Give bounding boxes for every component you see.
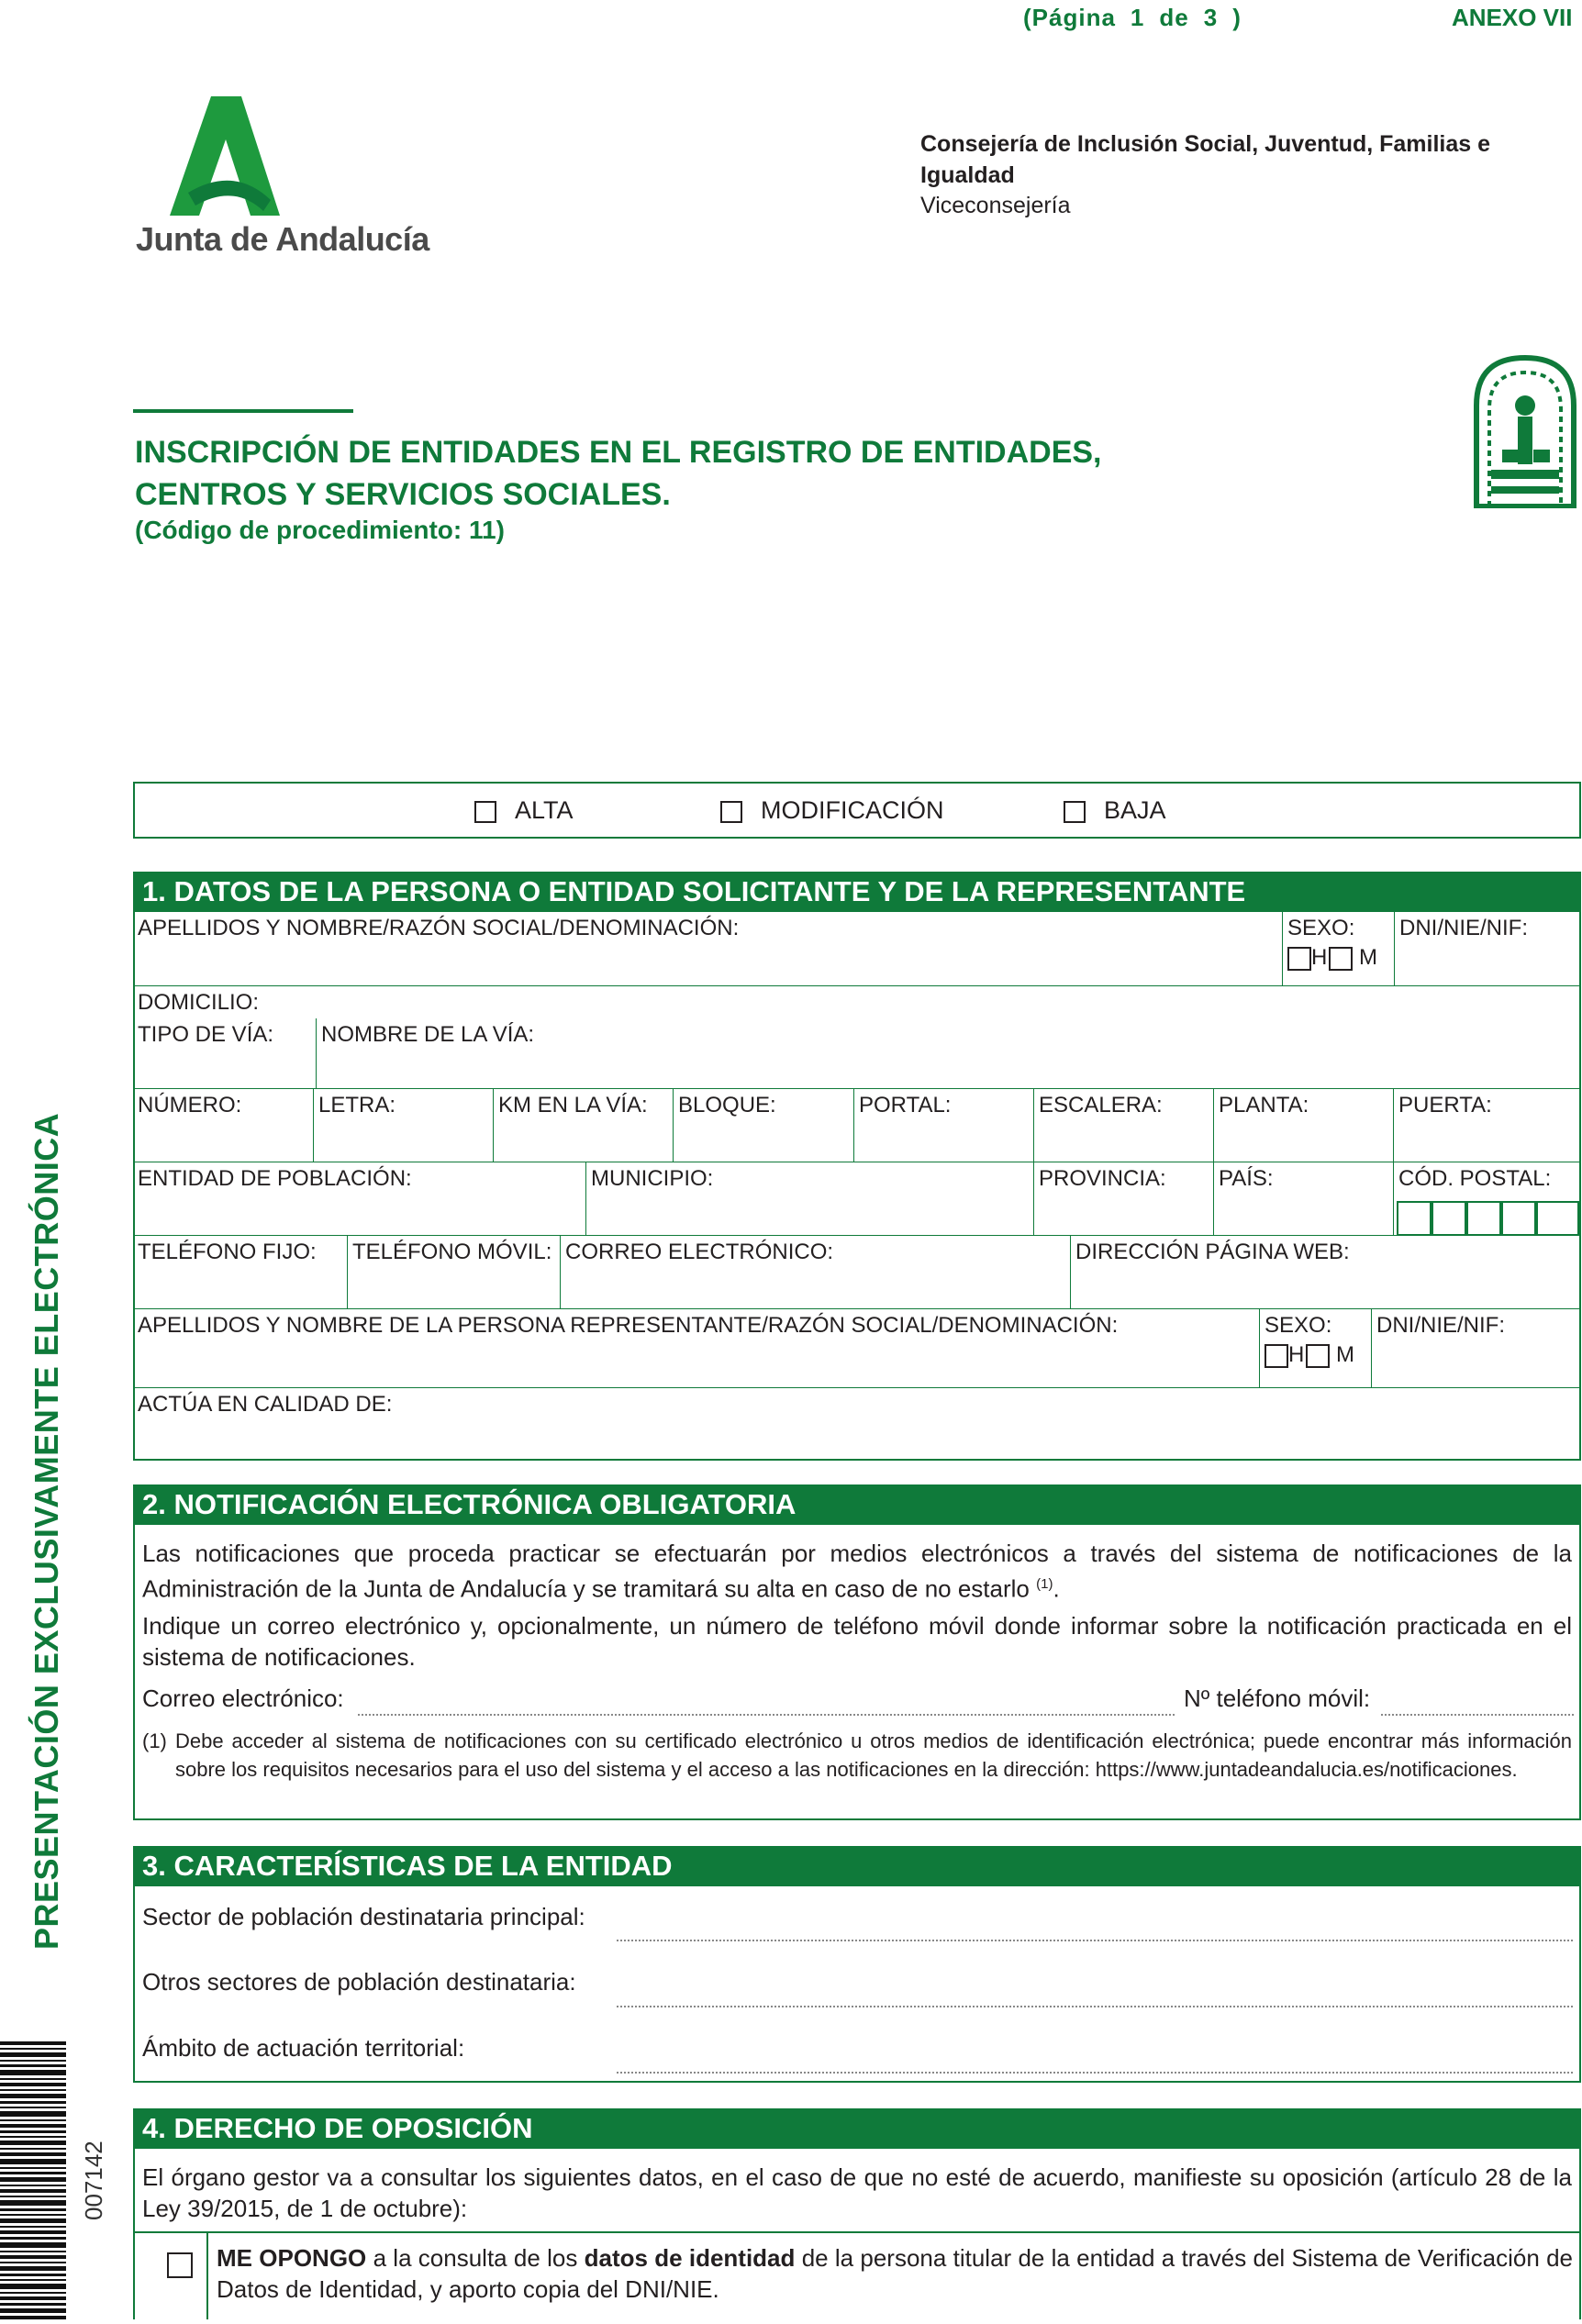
title-line-1: INSCRIPCIÓN DE ENTIDADES EN EL REGISTRO DE ENTIDADES, bbox=[135, 435, 1102, 470]
field-label: NOMBRE DE LA VÍA: bbox=[321, 1022, 535, 1047]
field-label: LETRA: bbox=[318, 1093, 396, 1118]
sexo-h-label: H bbox=[1288, 1342, 1305, 1367]
field-label: NÚMERO: bbox=[138, 1093, 242, 1118]
notification-paragraph-2: Indique un correo electrónico y, opcionalmente, un número de teléfono móvil donde informar sobre la notificación practicada en el sistema de notificaciones. bbox=[142, 1612, 1572, 1671]
web-field[interactable] bbox=[1070, 1235, 1581, 1308]
oppose-text-2: de la persona titular de la entidad a través del Sistema de Verificación de Datos de Identidad, y aporto copia del DNI/NIE. bbox=[217, 2244, 1574, 2303]
field-label: DNI/NIE/NIF: bbox=[1376, 1313, 1506, 1338]
email-input[interactable] bbox=[358, 1714, 1175, 1716]
checkbox-h[interactable] bbox=[1287, 947, 1311, 971]
postal-digit-box[interactable] bbox=[1432, 1201, 1466, 1236]
barcode-icon bbox=[0, 2041, 66, 2319]
rep-dni-field[interactable] bbox=[1371, 1308, 1581, 1387]
field-label: DIRECCIÓN PÁGINA WEB: bbox=[1075, 1240, 1350, 1264]
viceconsejeria-name: Viceconsejería bbox=[920, 193, 1071, 218]
tipo-via-field[interactable] bbox=[133, 1018, 316, 1088]
field-label: BLOQUE: bbox=[678, 1093, 776, 1118]
page-number bbox=[1023, 4, 1256, 32]
rep-sexo-field bbox=[1259, 1308, 1371, 1387]
option-label: MODIFICACIÓN bbox=[761, 796, 944, 824]
option-alta[interactable] bbox=[474, 796, 574, 825]
footnote-text: Debe acceder al sistema de notificaciones con su certificado electrónico u otros medios de identificación electrónica; puede encontrar más información sobre los requisitos necesarios para el uso del sistema y el acceso a las notificaciones en la dirección: https://www.juntadeandalucia.es/notificaciones. bbox=[175, 1729, 1572, 1781]
actua-field[interactable] bbox=[133, 1387, 1581, 1461]
opposition-intro: El órgano gestor va a consultar los siguientes datos, en el caso de que no esté de acuerdo, manifieste su oposición (artículo 28 de la Ley 39/2015, de 1 de octubre): bbox=[142, 2163, 1572, 2222]
planta-field[interactable] bbox=[1213, 1088, 1393, 1162]
entidad-poblacion-field[interactable] bbox=[133, 1162, 585, 1235]
field-label: TELÉFONO FIJO: bbox=[138, 1240, 317, 1264]
oppose-checkbox[interactable] bbox=[167, 2252, 193, 2278]
letra-field[interactable] bbox=[313, 1088, 493, 1162]
km-field[interactable] bbox=[493, 1088, 673, 1162]
oppose-bold: ME OPONGO bbox=[217, 2244, 367, 2272]
provincia-field[interactable] bbox=[1033, 1162, 1213, 1235]
field-label: KM EN LA VÍA: bbox=[498, 1093, 648, 1118]
apellidos-field[interactable] bbox=[133, 912, 1282, 985]
phone-label: Nº teléfono móvil: bbox=[1184, 1685, 1371, 1712]
field-label: PROVINCIA: bbox=[1039, 1166, 1166, 1191]
numero-field[interactable] bbox=[133, 1088, 313, 1162]
field-label: CORREO ELECTRÓNICO: bbox=[565, 1240, 834, 1264]
barcode-number: 007142 bbox=[80, 2141, 107, 2220]
page-total: 3 bbox=[1203, 4, 1219, 31]
puerta-field[interactable] bbox=[1393, 1088, 1581, 1162]
para1-text: Las notificaciones que proceda practicar se efectuarán por medios electrónicos a través del sistema de notificaciones de la Administración de la Junta de Andalucía y se tramitará su alta en caso de no estarlo bbox=[142, 1540, 1572, 1603]
footnote-ref: (1) bbox=[1036, 1576, 1053, 1592]
divider bbox=[133, 2231, 1581, 2233]
escalera-field[interactable] bbox=[1033, 1088, 1213, 1162]
field-label: PAÍS: bbox=[1219, 1166, 1274, 1191]
andalucia-emblem-icon bbox=[1471, 350, 1579, 508]
municipio-field[interactable] bbox=[585, 1162, 1033, 1235]
postal-digit-box[interactable] bbox=[1536, 1201, 1579, 1236]
field-label: ENTIDAD DE POBLACIÓN: bbox=[138, 1166, 412, 1191]
field-label: DNI/NIE/NIF: bbox=[1399, 916, 1529, 940]
notification-paragraph-1 bbox=[142, 1538, 1572, 1605]
vertical-label: PRESENTACIÓN EXCLUSIVAMENTE ELECTRÓNICA bbox=[28, 1112, 65, 1950]
para1-end: . bbox=[1053, 1574, 1060, 1603]
field-label: CÓD. POSTAL: bbox=[1398, 1166, 1552, 1191]
field-label: ESCALERA: bbox=[1039, 1093, 1163, 1118]
divider bbox=[206, 2233, 208, 2319]
ambito-label: Ámbito de actuación territorial: bbox=[142, 2034, 465, 2062]
sector-principal-input[interactable] bbox=[617, 1940, 1573, 1941]
section-1-heading: 1. DATOS DE LA PERSONA O ENTIDAD SOLICITANTE Y DE LA REPRESENTANTE bbox=[133, 872, 1581, 912]
postal-digit-box[interactable] bbox=[1501, 1201, 1536, 1236]
oppose-bold-2: datos de identidad bbox=[584, 2244, 796, 2272]
pais-field[interactable] bbox=[1213, 1162, 1393, 1235]
telefono-movil-field[interactable] bbox=[347, 1235, 560, 1308]
procedure-code: (Código de procedimiento: 11) bbox=[135, 516, 505, 544]
annex-label: ANEXO VII bbox=[1452, 4, 1573, 31]
option-modificacion[interactable] bbox=[720, 796, 944, 825]
sexo-h-label: H bbox=[1311, 945, 1328, 970]
footnote-mark: (1) bbox=[142, 1729, 167, 1752]
page-of: de bbox=[1159, 4, 1189, 31]
field-label: APELLIDOS Y NOMBRE/RAZÓN SOCIAL/DENOMINACIÓN: bbox=[138, 916, 740, 940]
checkbox-m[interactable] bbox=[1306, 1344, 1330, 1368]
email-label: Correo electrónico: bbox=[142, 1685, 344, 1712]
option-baja[interactable] bbox=[1064, 796, 1166, 825]
otros-sectores-input[interactable] bbox=[617, 2006, 1573, 2007]
field-label: DOMICILIO: bbox=[138, 990, 260, 1015]
sexo-m-label: M bbox=[1359, 945, 1378, 970]
bloque-field[interactable] bbox=[673, 1088, 853, 1162]
field-label: PUERTA: bbox=[1398, 1093, 1492, 1118]
field-label: ACTÚA EN CALIDAD DE: bbox=[138, 1392, 393, 1417]
field-label: PLANTA: bbox=[1219, 1093, 1309, 1118]
field-label: PORTAL: bbox=[859, 1093, 952, 1118]
nombre-via-field[interactable] bbox=[316, 1018, 1581, 1088]
representante-field[interactable] bbox=[133, 1308, 1259, 1387]
title-line-2: CENTROS Y SERVICIOS SOCIALES. bbox=[135, 477, 671, 512]
field-label: APELLIDOS Y NOMBRE DE LA PERSONA REPRESENTANTE/RAZÓN SOCIAL/DENOMINACIÓN: bbox=[138, 1313, 1119, 1338]
section-4-heading: 4. DERECHO DE OPOSICIÓN bbox=[133, 2108, 1581, 2149]
dni-field[interactable] bbox=[1394, 912, 1581, 985]
telefono-fijo-field[interactable] bbox=[133, 1235, 347, 1308]
oppose-text-1: a la consulta de los bbox=[373, 2244, 578, 2272]
phone-input[interactable] bbox=[1381, 1714, 1574, 1716]
page-suffix: ) bbox=[1232, 4, 1242, 31]
page-current: 1 bbox=[1130, 4, 1145, 31]
checkbox-icon[interactable] bbox=[474, 801, 496, 823]
portal-field[interactable] bbox=[853, 1088, 1033, 1162]
sector-principal-label: Sector de población destinataria principal: bbox=[142, 1903, 585, 1930]
postal-digit-box[interactable] bbox=[1397, 1201, 1432, 1236]
otros-sectores-label: Otros sectores de población destinataria: bbox=[142, 1968, 576, 1996]
section-3-heading: 3. CARACTERÍSTICAS DE LA ENTIDAD bbox=[133, 1846, 1581, 1886]
field-label: SEXO: bbox=[1287, 916, 1355, 940]
field-label: SEXO: bbox=[1264, 1313, 1332, 1338]
request-type-box bbox=[133, 782, 1581, 839]
checkbox-h[interactable] bbox=[1264, 1344, 1288, 1368]
form-title bbox=[135, 431, 1144, 516]
checkbox-icon[interactable] bbox=[1064, 801, 1086, 823]
oppose-statement bbox=[217, 2242, 1573, 2305]
option-label: BAJA bbox=[1104, 796, 1166, 824]
field-label: TIPO DE VÍA: bbox=[138, 1022, 274, 1047]
consejeria-name: Consejería de Inclusión Social, Juventud, Familias e Igualdad bbox=[920, 131, 1491, 188]
correo-field[interactable] bbox=[560, 1235, 1070, 1308]
option-label: ALTA bbox=[515, 796, 574, 824]
postal-digit-box[interactable] bbox=[1466, 1201, 1501, 1236]
logo-text: Junta de Andalucía bbox=[136, 220, 429, 258]
field-label: TELÉFONO MÓVIL: bbox=[352, 1240, 552, 1264]
sexo-m-label: M bbox=[1336, 1342, 1355, 1367]
section-2-heading: 2. NOTIFICACIÓN ELECTRÓNICA OBLIGATORIA bbox=[133, 1484, 1581, 1525]
title-rule bbox=[133, 409, 353, 413]
field-label: MUNICIPIO: bbox=[591, 1166, 714, 1191]
ambito-input[interactable] bbox=[617, 2072, 1573, 2074]
checkbox-m[interactable] bbox=[1329, 947, 1353, 971]
sexo-field bbox=[1282, 912, 1394, 985]
checkbox-icon[interactable] bbox=[720, 801, 742, 823]
page-prefix: (Página bbox=[1023, 4, 1116, 31]
